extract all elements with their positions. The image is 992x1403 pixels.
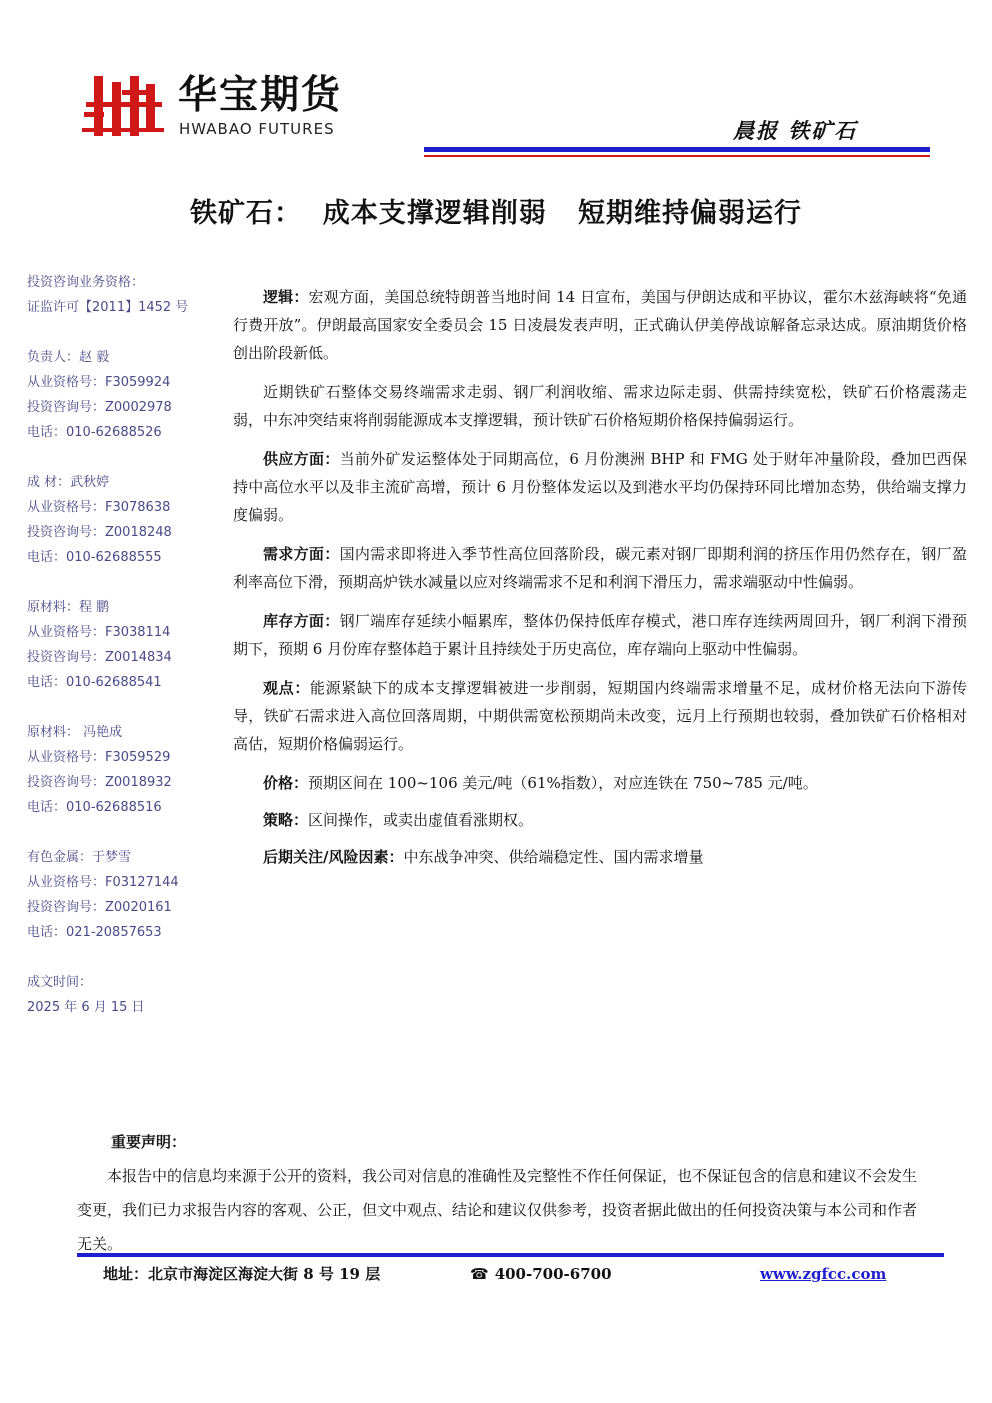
footer-rule [77, 1253, 944, 1257]
logic-heading: 逻辑： [263, 288, 309, 306]
report-body [233, 283, 967, 880]
strategy-heading: 策略： [263, 811, 309, 829]
report-title: 铁矿石： 成本支撑逻辑削弱 短期维持偏弱运行 [190, 198, 802, 229]
company-logo [82, 72, 382, 144]
analyst-qualification: 从业资格号：F3078638 [27, 500, 171, 515]
license-label: 投资咨询业务资格： [27, 275, 145, 290]
date-value: 2025 年 6 月 15 日 [27, 1000, 145, 1015]
analyst-advisory-no: 投资咨询号：Z0014834 [27, 650, 172, 665]
paragraph-demand [233, 540, 967, 596]
analyst-qualification: 从业资格号：F3059529 [27, 750, 171, 765]
view-text: 能源紧缺下的成本支撑逻辑被进一步削弱，短期国内终端需求增量不足，成材价格无法向下游传导，铁矿石需求进入高位回落周期，中期供需宽松预期尚未改变，远月上行预期也较弱，叠加铁矿石价格相对高估，短期价格偏弱运行。 [233, 679, 967, 753]
demand-heading: 需求方面： [263, 545, 340, 563]
disclaimer-heading: 重要声明： [111, 1133, 187, 1151]
supply-text: 当前外矿发运整体处于同期高位，6 月份澳洲 BHP 和 FMG 处于财年冲量阶段，叠加巴西保持中高位水平以及非主流矿高增，预计 6 月份整体发运以及到港水平均仍保持环同比增加态势，供给端支撑力度偏弱。 [233, 450, 967, 524]
phone-icon: ☎ [470, 1265, 489, 1283]
strategy-text: 区间操作，或卖出虚值看涨期权。 [308, 811, 534, 829]
footer-phone-number: 400-700-6700 [494, 1265, 612, 1283]
analyst-advisory-no: 投资咨询号：Z0020161 [27, 900, 172, 915]
analyst-phone: 电话：021-20857653 [27, 925, 162, 940]
analyst-phone: 电话：010-62688555 [27, 550, 162, 565]
paragraph-logic [233, 283, 967, 367]
analyst-role: 负责人：赵 毅 [27, 350, 110, 365]
paragraph-supply [233, 445, 967, 529]
demand-text: 国内需求即将进入季节性高位回落阶段，碳元素对钢厂即期利润的挤压作用仍然存在，钢厂盈利率高位下滑，预期高炉铁水减量以应对终端需求不足和利润下滑压力，需求端驱动中性偏弱。 [233, 545, 967, 591]
paragraph-strategy [233, 806, 967, 834]
logic-text: 宏观方面，美国总统特朗普当地时间 14 日宣布，美国与伊朗达成和平协议，霍尔木兹海峡将“免通行费开放”。伊朗最高国家安全委员会 15 日凌晨发表声明，正式确认伊美停战谅解备忘录达成。原油期货价格创出阶段新低。 [233, 288, 967, 362]
footer-website-link[interactable]: www.zgfcc.com [760, 1265, 887, 1283]
analyst-qualification: 从业资格号：F3059924 [27, 375, 171, 390]
price-text: 预期区间在 100~106 美元/吨（61%指数），对应连铁在 750~785 元/吨。 [308, 774, 818, 792]
footer-phone [470, 1262, 612, 1286]
analyst-qualification: 从业资格号：F3038114 [27, 625, 171, 640]
analyst-phone: 电话：010-62688526 [27, 425, 162, 440]
footer-address: 地址：北京市海淀区海淀大街 8 号 19 层 [103, 1265, 381, 1283]
header-rule-red [424, 155, 930, 157]
sidebar-contacts [27, 270, 217, 1020]
analyst-role: 有色金属：于梦雪 [27, 850, 132, 865]
paragraph-risk [233, 843, 967, 871]
view-heading: 观点： [263, 679, 310, 697]
report-type-label: 晨报 铁矿石 [733, 118, 858, 143]
paragraph-summary: 近期铁矿石整体交易终端需求走弱、钢厂利润收缩、需求边际走弱、供需持续宽松，铁矿石价格震荡走弱，中东冲突结束将削弱能源成本支撑逻辑，预计铁矿石价格短期价格保持偏弱运行。 [233, 383, 967, 429]
risk-text: 中东战争冲突、供给端稳定性、国内需求增量 [403, 848, 704, 866]
analyst-advisory-no: 投资咨询号：Z0018248 [27, 525, 172, 540]
logo-text-en: HWABAO FUTURES [179, 120, 335, 138]
analyst-qualification: 从业资格号：F03127144 [27, 875, 179, 890]
analyst-role: 成 材：武秋婷 [27, 475, 110, 490]
header-rule-blue [424, 147, 930, 152]
date-label: 成文时间： [27, 975, 93, 990]
analyst-phone: 电话：010-62688541 [27, 675, 162, 690]
disclaimer-text: 本报告中的信息均来源于公开的资料，我公司对信息的准确性及完整性不作任何保证，也不保证包含的信息和建议不会发生变更，我们已力求报告内容的客观、公正，但文中观点、结论和建议仅供参考，投资者据此做出的任何投资决策与本公司和作者无关。 [77, 1167, 918, 1253]
paragraph-price [233, 769, 967, 797]
paragraph-view [233, 674, 967, 758]
analyst-role: 原材料：程 鹏 [27, 600, 110, 615]
supply-heading: 供应方面： [263, 450, 340, 468]
paragraph-inventory [233, 607, 967, 663]
analyst-advisory-no: 投资咨询号：Z0018932 [27, 775, 172, 790]
analyst-role: 原材料： 冯艳成 [27, 725, 123, 740]
license-value: 证监许可【2011】1452 号 [27, 300, 189, 315]
inventory-text: 钢厂端库存延续小幅累库，整体仍保持低库存模式，港口库存连续两周回升，钢厂利润下滑预期下，预期 6 月份库存整体趋于累计且持续处于历史高位，库存端向上驱动中性偏弱。 [233, 612, 967, 658]
analyst-advisory-no: 投资咨询号：Z0002978 [27, 400, 172, 415]
footer [0, 1262, 992, 1286]
analyst-phone: 电话：010-62688516 [27, 800, 162, 815]
price-heading: 价格： [263, 774, 309, 792]
logo-text-cn: 华宝期货 [178, 73, 343, 118]
risk-heading: 后期关注/风险因素： [263, 848, 404, 866]
disclaimer [77, 1129, 917, 1261]
hwabao-logo-mark-icon [82, 72, 166, 140]
inventory-heading: 库存方面： [263, 612, 340, 630]
